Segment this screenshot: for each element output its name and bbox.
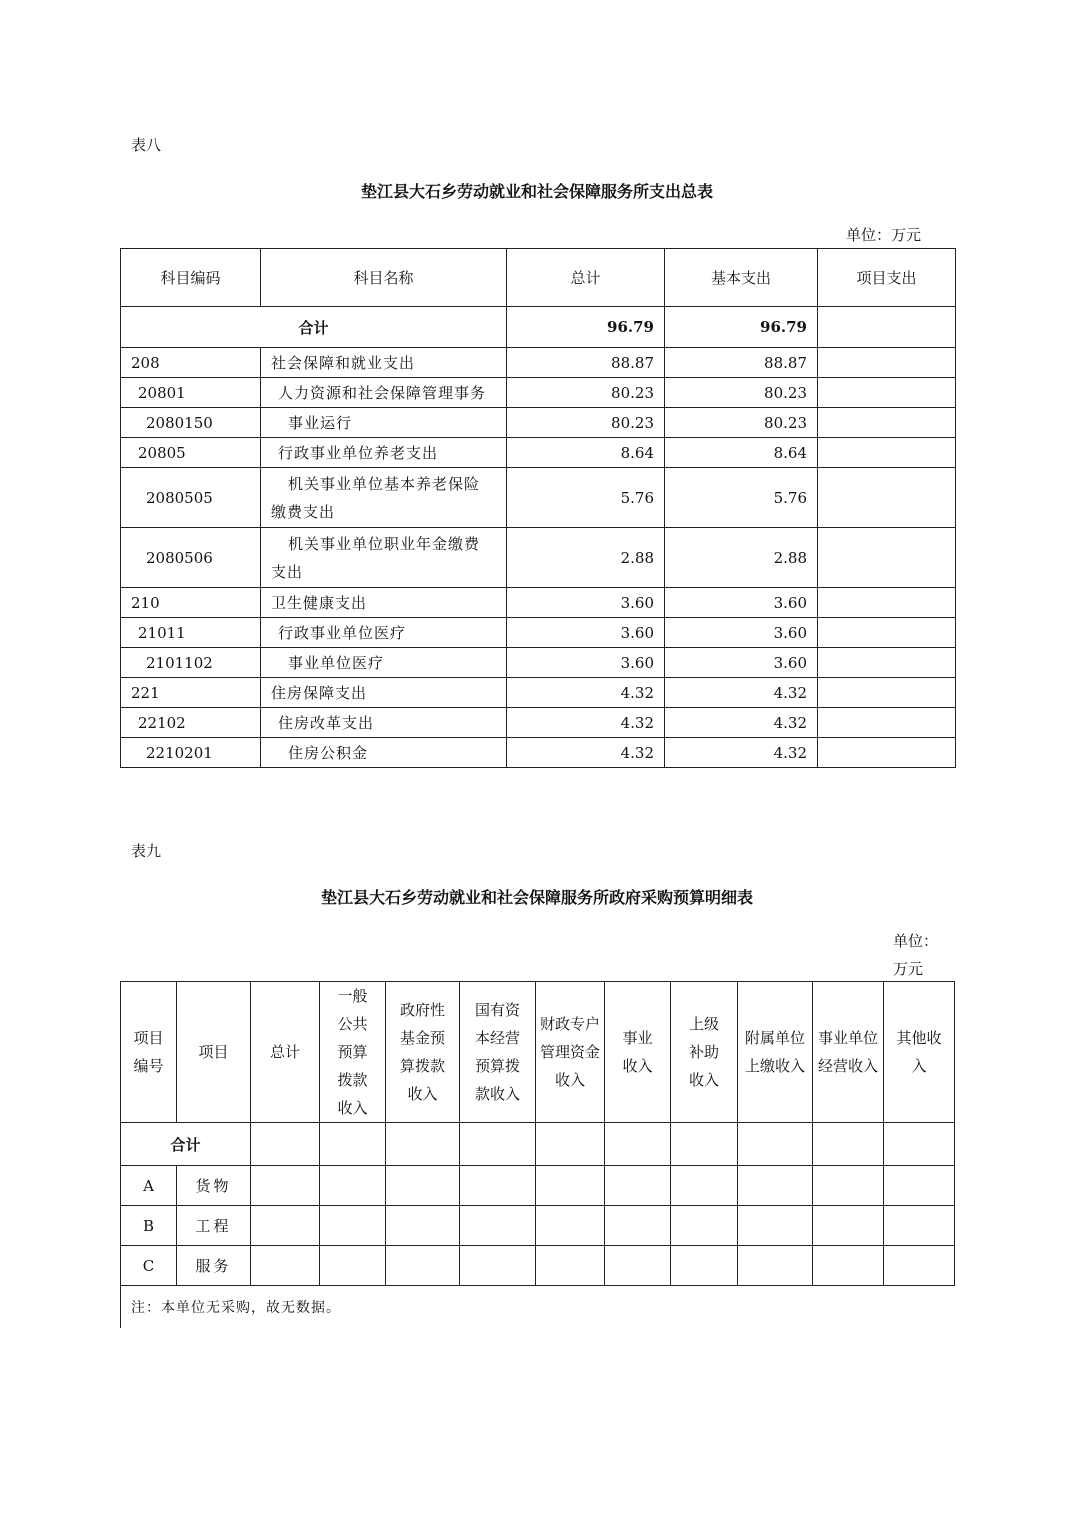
- row-name: 人力资源和社会保障管理事务: [261, 378, 507, 408]
- total-project: [818, 307, 956, 348]
- header-special-account: 财政专户管理资金收入: [536, 982, 605, 1123]
- header-other-income: 其他收入: [884, 982, 955, 1123]
- row-code: 2101102: [121, 648, 261, 678]
- total-basic: 96.79: [665, 307, 818, 348]
- total-amount: 96.79: [507, 307, 665, 348]
- table-row: [121, 1166, 955, 1206]
- table-row: [121, 348, 956, 378]
- row-project: [818, 378, 956, 408]
- table9-label: 表九: [131, 842, 162, 860]
- table-row: [121, 648, 956, 678]
- row-code: 2080505: [121, 468, 261, 528]
- table-row: [121, 528, 956, 588]
- table-row: [121, 708, 956, 738]
- row-basic: 2.88: [665, 528, 818, 588]
- table-row: [121, 1206, 955, 1246]
- row-name: 住房保障支出: [261, 678, 507, 708]
- table-row: [121, 678, 956, 708]
- row-basic: 3.60: [665, 588, 818, 618]
- row-project: [818, 708, 956, 738]
- header-basic-expense: 基本支出: [665, 249, 818, 307]
- table8-unit: 单位：万元: [846, 226, 922, 244]
- table-row: [121, 438, 956, 468]
- table-row: [121, 468, 956, 528]
- table9-total-row: [121, 1123, 955, 1166]
- row-name: 机关事业单位职业年金缴费支出: [261, 528, 507, 588]
- table-row: [121, 408, 956, 438]
- row-total: 2.88: [507, 528, 665, 588]
- row-total: 4.32: [507, 738, 665, 768]
- row-code: 2210201: [121, 738, 261, 768]
- row-code: 21011: [121, 618, 261, 648]
- row-name: 事业运行: [261, 408, 507, 438]
- row-total: 3.60: [507, 618, 665, 648]
- row-code: A: [121, 1166, 177, 1206]
- row-project: [818, 408, 956, 438]
- table9-header-row: [121, 982, 955, 1123]
- row-project: [818, 588, 956, 618]
- table-row: [121, 378, 956, 408]
- header-total: 总计: [507, 249, 665, 307]
- table9-title: 垫江县大石乡劳动就业和社会保障服务所政府采购预算明细表: [320, 888, 753, 907]
- table-row: [121, 738, 956, 768]
- row-name: 住房公积金: [261, 738, 507, 768]
- row-code: 2080506: [121, 528, 261, 588]
- row-project: [818, 648, 956, 678]
- row-basic: 8.64: [665, 438, 818, 468]
- row-name: 行政事业单位医疗: [261, 618, 507, 648]
- table8-total-row: [121, 307, 956, 348]
- header-total: 总计: [251, 982, 320, 1123]
- row-basic: 4.32: [665, 708, 818, 738]
- table8-title: 垫江县大石乡劳动就业和社会保障服务所支出总表: [360, 182, 713, 201]
- row-project: [818, 348, 956, 378]
- row-code: 22102: [121, 708, 261, 738]
- header-item: 项目: [177, 982, 251, 1123]
- row-code: C: [121, 1246, 177, 1286]
- row-code: 20801: [121, 378, 261, 408]
- row-name: 行政事业单位养老支出: [261, 438, 507, 468]
- header-business-income: 事业收入: [605, 982, 671, 1123]
- header-affiliated-unit: 附属单位上缴收入: [738, 982, 813, 1123]
- row-name: 服务: [177, 1246, 251, 1286]
- header-subject-code: 科目编码: [121, 249, 261, 307]
- header-unit-operation: 事业单位经营收入: [813, 982, 884, 1123]
- row-code: 208: [121, 348, 261, 378]
- row-basic: 4.32: [665, 738, 818, 768]
- row-project: [818, 468, 956, 528]
- row-total: 8.64: [507, 438, 665, 468]
- row-code: 2080150: [121, 408, 261, 438]
- row-basic: 5.76: [665, 468, 818, 528]
- row-basic: 88.87: [665, 348, 818, 378]
- header-superior-subsidy: 上级补助收入: [671, 982, 738, 1123]
- row-total: 80.23: [507, 408, 665, 438]
- row-basic: 80.23: [665, 408, 818, 438]
- table8-header-row: [121, 249, 956, 307]
- row-name: 事业单位医疗: [261, 648, 507, 678]
- table-row: [121, 618, 956, 648]
- header-gov-fund: 政府性基金预算拨款收入: [386, 982, 460, 1123]
- row-total: 5.76: [507, 468, 665, 528]
- header-subject-name: 科目名称: [261, 249, 507, 307]
- row-code: 221: [121, 678, 261, 708]
- table9-unit-line2: 万元: [893, 960, 924, 978]
- row-basic: 3.60: [665, 648, 818, 678]
- row-basic: 4.32: [665, 678, 818, 708]
- row-project: [818, 738, 956, 768]
- table9-unit-line1: 单位：: [893, 932, 939, 950]
- table-row: [121, 588, 956, 618]
- note-border: [120, 1286, 121, 1328]
- row-total: 4.32: [507, 708, 665, 738]
- row-code: 210: [121, 588, 261, 618]
- row-name: 货物: [177, 1166, 251, 1206]
- row-basic: 80.23: [665, 378, 818, 408]
- header-general-budget: 一般公共预算拨款收入: [320, 982, 386, 1123]
- total-label: 合计: [121, 1123, 251, 1166]
- row-total: 4.32: [507, 678, 665, 708]
- row-project: [818, 438, 956, 468]
- row-name: 工程: [177, 1206, 251, 1246]
- table-row: [121, 1246, 955, 1286]
- row-total: 3.60: [507, 648, 665, 678]
- row-total: 80.23: [507, 378, 665, 408]
- table8-label: 表八: [131, 136, 162, 154]
- header-state-capital: 国有资本经营预算拨款收入: [460, 982, 536, 1123]
- header-project-expense: 项目支出: [818, 249, 956, 307]
- row-name: 社会保障和就业支出: [261, 348, 507, 378]
- row-total: 88.87: [507, 348, 665, 378]
- row-project: [818, 618, 956, 648]
- row-code: B: [121, 1206, 177, 1246]
- row-name: 机关事业单位基本养老保险缴费支出: [261, 468, 507, 528]
- row-project: [818, 678, 956, 708]
- table9-note: 注：本单位无采购，故无数据。: [131, 1300, 341, 1316]
- total-label: 合计: [121, 307, 507, 348]
- procurement-budget-table: [120, 981, 955, 1286]
- row-code: 20805: [121, 438, 261, 468]
- expenditure-summary-table: [120, 248, 956, 768]
- row-total: 3.60: [507, 588, 665, 618]
- header-item-code: 项目编号: [121, 982, 177, 1123]
- row-name: 卫生健康支出: [261, 588, 507, 618]
- row-basic: 3.60: [665, 618, 818, 648]
- row-project: [818, 528, 956, 588]
- row-name: 住房改革支出: [261, 708, 507, 738]
